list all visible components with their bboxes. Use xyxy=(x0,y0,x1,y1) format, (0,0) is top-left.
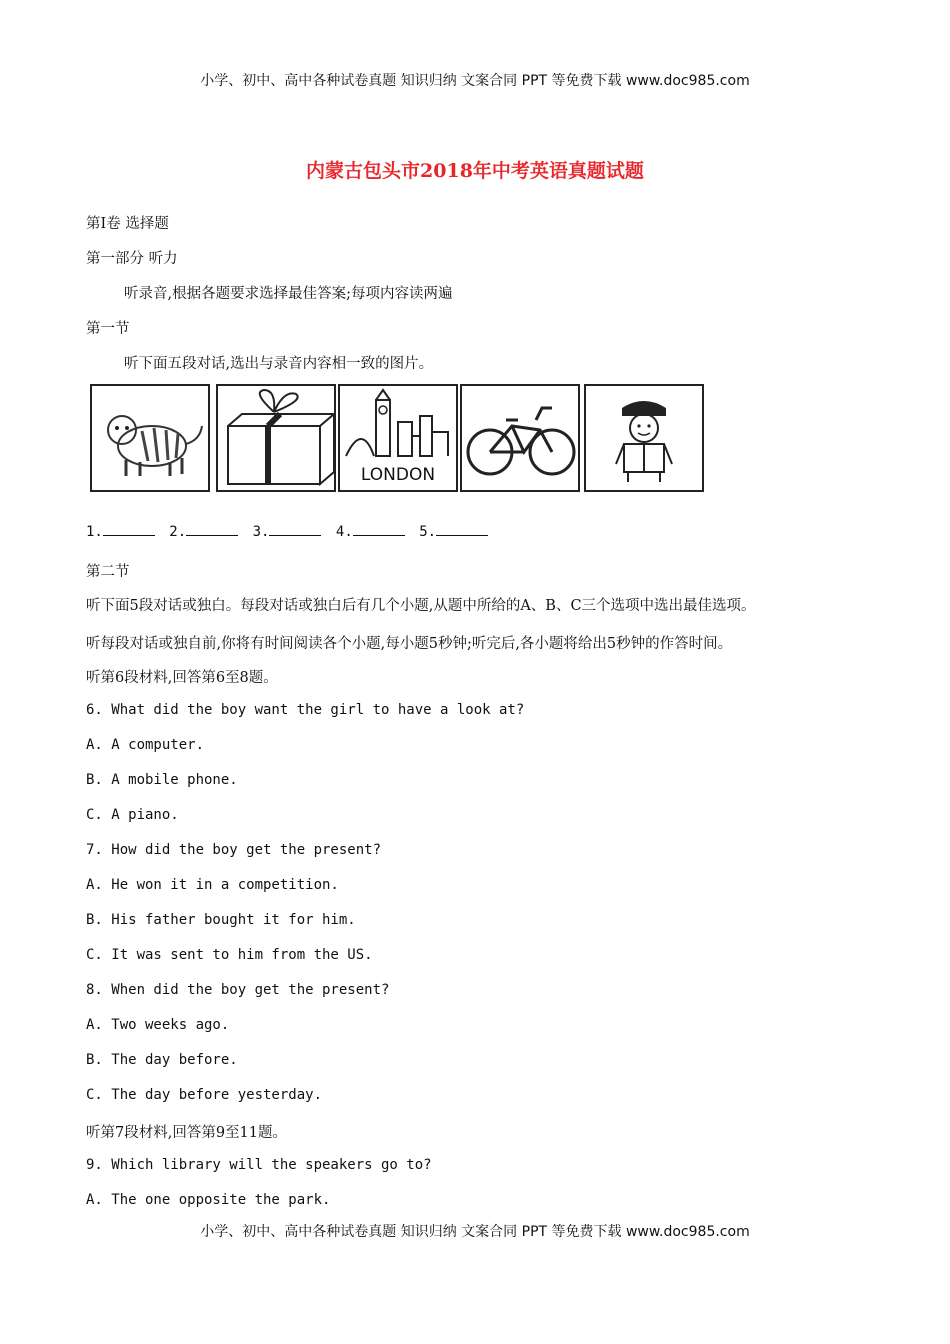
picture-tiger xyxy=(90,384,210,492)
picture-policeman xyxy=(584,384,704,492)
option-7b: B. His father bought it for him. xyxy=(86,912,356,928)
option-8c: C. The day before yesterday. xyxy=(86,1087,323,1103)
page-footer: 小学、初中、高中各种试卷真题 知识归纳 文案合同 PPT 等免费下载 www.doc985.com xyxy=(200,1224,750,1240)
answer-blank-1[interactable] xyxy=(103,525,155,536)
instructions-1: 听录音,根据各题要求选择最佳答案;每项内容读两遍 xyxy=(124,286,453,302)
picture-london xyxy=(338,384,458,492)
option-7c: C. It was sent to him from the US. xyxy=(86,947,373,963)
instructions-4: 听每段对话或独自前,你将有时间阅读各个小题,每小题5秒钟;听完后,各小题将给出5秒钟的作答时间。 xyxy=(86,636,733,652)
instructions-2: 听下面五段对话,选出与录音内容相一致的图片。 xyxy=(124,356,434,372)
section-1-heading: 第一节 xyxy=(86,321,130,337)
part-heading: 第一部分 听力 xyxy=(86,251,178,267)
material-7-heading: 听第7段材料,回答第9至11题。 xyxy=(86,1125,288,1141)
volume-heading: 第Ⅰ卷 选择题 xyxy=(86,216,169,232)
answer-blank-3[interactable] xyxy=(269,525,321,536)
option-8a: A. Two weeks ago. xyxy=(86,1017,230,1033)
london-icon xyxy=(340,386,456,490)
london-label: LONDON xyxy=(360,465,436,485)
policeman-icon xyxy=(586,386,702,490)
bicycle-icon xyxy=(462,386,578,490)
instructions-3: 听下面5段对话或独白。每段对话或独白后有几个小题,从题中所给的A、B、C三个选项中选出最佳选项。 xyxy=(86,598,756,614)
picture-options xyxy=(88,384,708,494)
blank-label: 5. xyxy=(419,524,437,540)
question-7: 7. How did the boy get the present? xyxy=(86,842,382,858)
answer-blank-5[interactable] xyxy=(436,525,488,536)
blank-label: 3. xyxy=(252,524,270,540)
page-header: 小学、初中、高中各种试卷真题 知识归纳 文案合同 PPT 等免费下载 www.doc985.com xyxy=(200,73,750,89)
gift-box-icon xyxy=(218,386,334,490)
option-6a: A. A computer. xyxy=(86,737,205,753)
section-2-heading: 第二节 xyxy=(86,564,130,580)
option-8b: B. The day before. xyxy=(86,1052,238,1068)
answer-blanks xyxy=(86,524,494,540)
picture-bicycle xyxy=(460,384,580,492)
option-9a: A. The one opposite the park. xyxy=(86,1192,331,1208)
blank-label: 4. xyxy=(335,524,353,540)
option-7a: A. He won it in a competition. xyxy=(86,877,339,893)
option-6b: B. A mobile phone. xyxy=(86,772,238,788)
document-title: 内蒙古包头市2018年中考英语真题试题 xyxy=(306,160,644,182)
question-9: 9. Which library will the speakers go to? xyxy=(86,1157,432,1173)
answer-blank-2[interactable] xyxy=(186,525,238,536)
question-8: 8. When did the boy get the present? xyxy=(86,982,390,998)
answer-blank-4[interactable] xyxy=(353,525,405,536)
option-6c: C. A piano. xyxy=(86,807,179,823)
material-6-heading: 听第6段材料,回答第6至8题。 xyxy=(86,670,278,686)
tiger-icon xyxy=(92,386,208,490)
blank-label: 2. xyxy=(169,524,187,540)
question-6: 6. What did the boy want the girl to have a look at? xyxy=(86,702,525,718)
picture-gift xyxy=(216,384,336,492)
blank-label: 1. xyxy=(86,524,103,540)
